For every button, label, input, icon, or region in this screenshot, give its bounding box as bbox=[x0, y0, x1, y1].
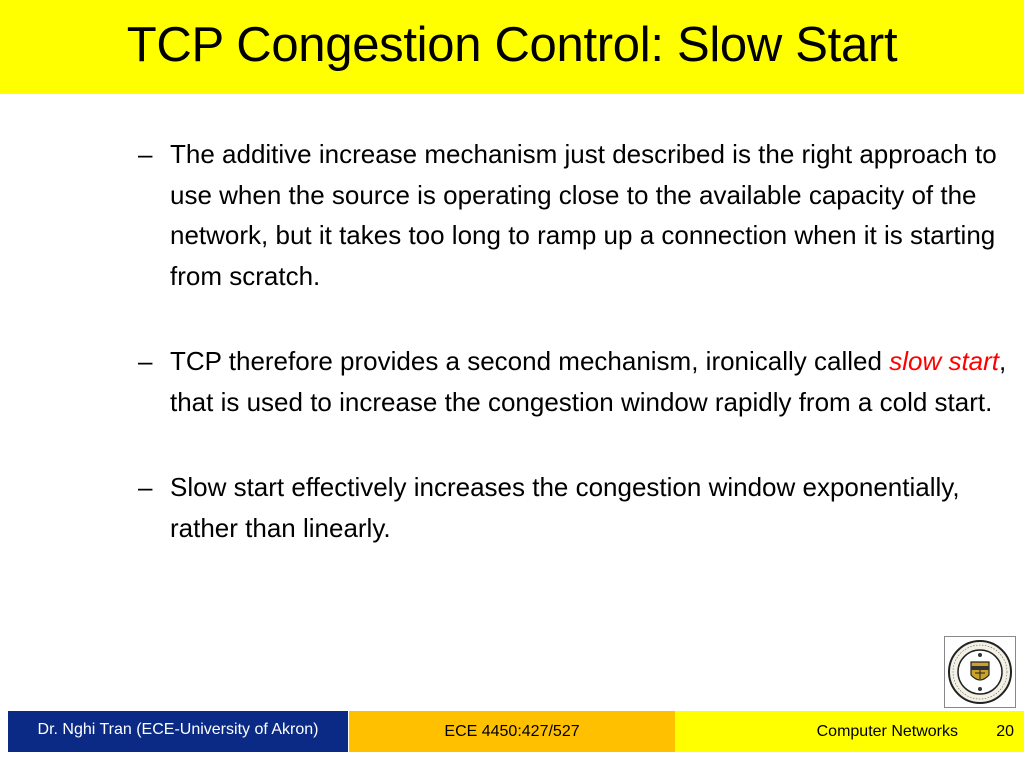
bullet-text-after: , that is used to increase the congestion window rapidly from a cold start. bbox=[170, 346, 1007, 417]
slide-footer bbox=[0, 711, 1024, 752]
footer-author: Dr. Nghi Tran (ECE-University of Akron) bbox=[8, 711, 348, 752]
slow-start-emphasis: slow start bbox=[889, 346, 1000, 376]
bullet-list bbox=[138, 134, 1008, 593]
footer-page-number: 20 bbox=[996, 723, 1014, 740]
bullet-item bbox=[138, 134, 1008, 296]
bullet-text: Slow start effectively increases the congestion window exponentially, rather than linearly. bbox=[170, 472, 960, 543]
bullet-item bbox=[138, 467, 1008, 548]
footer-course-name: Computer Networks bbox=[816, 723, 958, 740]
footer-course-code: ECE 4450:427/527 bbox=[349, 711, 675, 752]
bullet-text: The additive increase mechanism just described is the right approach to use when the source is operating close to the available capacity of the network, but it takes too long to ramp up a connection when it is starting from scratch. bbox=[170, 139, 997, 291]
slide-title: TCP Congestion Control: Slow Start bbox=[126, 18, 898, 72]
title-bar bbox=[0, 0, 1024, 94]
bullet-dash: – bbox=[138, 472, 153, 502]
bullet-item bbox=[138, 341, 1008, 422]
footer-right-section bbox=[675, 711, 1024, 752]
bullet-text-before: TCP therefore provides a second mechanism, ironically called bbox=[170, 346, 890, 376]
university-of-akron-seal-icon bbox=[944, 636, 1016, 708]
bullet-dash: – bbox=[138, 346, 153, 376]
bullet-dash: – bbox=[138, 139, 153, 169]
